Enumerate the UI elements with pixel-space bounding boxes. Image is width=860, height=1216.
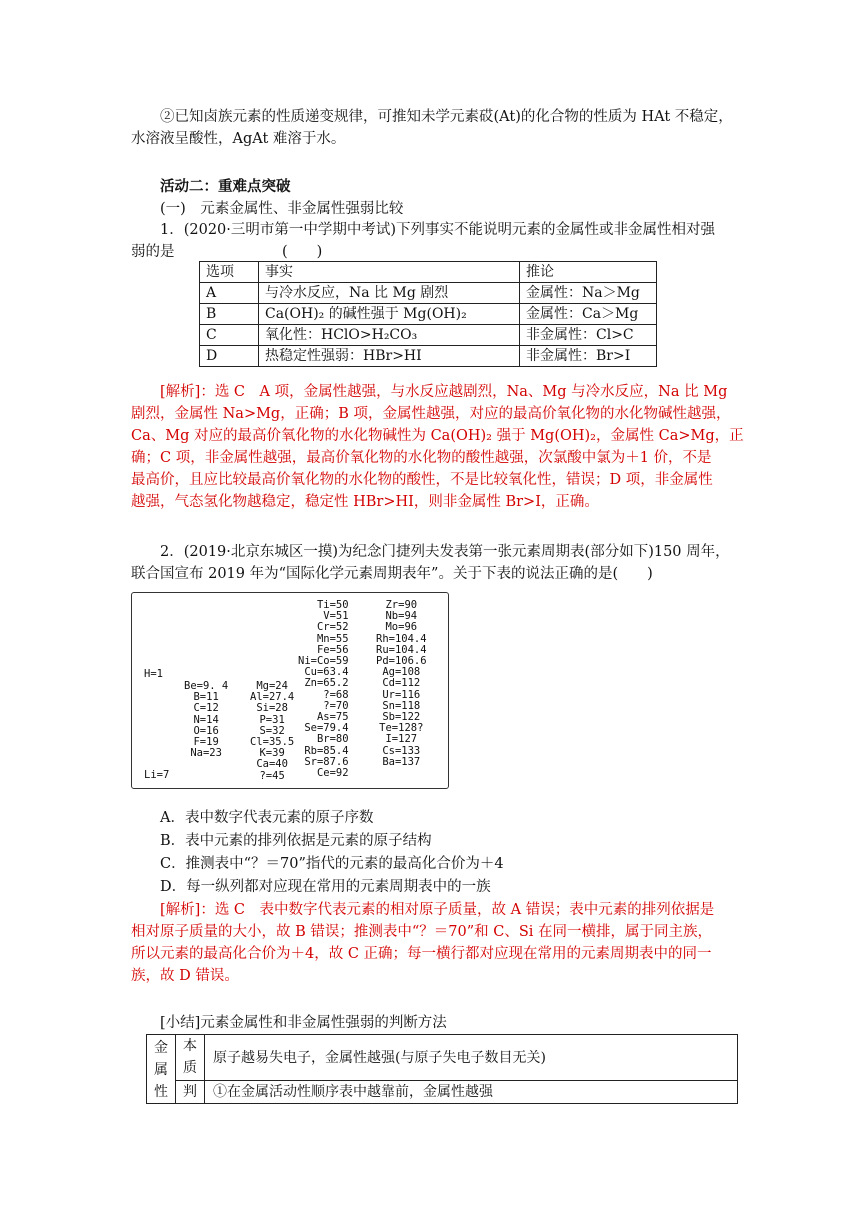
- element-entry: Ba=137: [382, 755, 421, 768]
- element-entry: Nb=94: [385, 610, 418, 623]
- table-header-cell: 选项: [200, 262, 259, 283]
- table-header-row: [200, 262, 657, 283]
- paragraph-line: ②已知卤族元素的性质递变规律，可推知未学元素砹(At)的化合物的性质为 HAt 不稳定，: [160, 109, 733, 125]
- option-d: D．每一纵列都对应现在常用的元素周期表中的一族: [160, 879, 491, 895]
- element-entry: Ce=92: [316, 767, 349, 780]
- element-entry: Al=27.4: [250, 691, 295, 704]
- option-c: C．推测表中“？＝70”指代的元素的最高化合价为＋4: [160, 856, 504, 872]
- table-row: [200, 325, 657, 346]
- element-entry: Pd=106.6: [376, 655, 427, 668]
- element-entry: Cu=63.4: [304, 666, 349, 679]
- element-entry: As=75: [316, 711, 349, 724]
- analysis-line: 剧烈，金属性 Na>Mg，正确；B 项，金属性越强，对应的最高价氧化物的水化物碱性越强，: [131, 406, 731, 422]
- table-row: [147, 1035, 738, 1081]
- table-cell: C: [200, 325, 259, 346]
- element-entry: [144, 747, 169, 758]
- table-cell: D: [200, 346, 259, 367]
- element-entry: ?=45: [259, 769, 285, 782]
- element-entry: Mn=55: [316, 632, 349, 645]
- element-entry: Br=80: [316, 733, 349, 746]
- analysis-line: [解析]：选 C 表中数字代表元素的相对原子质量，故 A 错误；表中元素的排列依据是: [160, 902, 715, 918]
- category-cell: 金属性: [147, 1035, 176, 1104]
- table-cell: 与冷水反应，Na 比 Mg 剧烈: [259, 283, 520, 304]
- element-entry: ?=68: [323, 688, 349, 701]
- table-row: [200, 304, 657, 325]
- element-entry: Rh=104.4: [376, 632, 427, 645]
- element-entry: Rb=85.4: [304, 744, 349, 757]
- subsection-title: (一) 元素金属性、非金属性强弱比较: [160, 201, 404, 217]
- element-entry: Fe=56: [316, 643, 349, 656]
- element-entry: Sr=87.6: [304, 755, 349, 768]
- analysis-line: 相对原子质量的大小，故 B 错误；推测表中“？＝70”和 C、Si 在同一横排，属于同主族，: [131, 924, 713, 940]
- element-entry: Mg=24: [256, 680, 288, 692]
- element-entry: N=14: [193, 713, 219, 726]
- section-title: 活动二：重难点突破: [160, 178, 291, 195]
- analysis-line: 最高价，且应比较最高价氧化物的水化物的酸性，不是比较氧化性，错误；D 项，非金属性: [131, 472, 713, 488]
- element-entry: Zr=90: [385, 599, 418, 611]
- element-entry: Cl=35.5: [250, 736, 295, 749]
- table-column: [376, 600, 427, 768]
- element-entry: Sb=122: [382, 711, 421, 724]
- analysis-line: 族，故 D 错误。: [131, 968, 239, 984]
- nature-text-cell: 原子越易失电子，金属性越强(与原子失电子数目无关): [205, 1035, 738, 1081]
- table-cell: A: [200, 283, 259, 304]
- element-entry: Cs=133: [382, 744, 421, 757]
- table-column: [144, 669, 169, 781]
- question-1-line: 1．(2020·三明市第一中学期中考试)下列事实不能说明元素的金属性或非金属性相对强: [160, 222, 716, 238]
- element-entry: C=12: [193, 702, 219, 715]
- element-entry: K=39: [259, 747, 285, 760]
- analysis-line: 确；C 项，非金属性越强，最高价氧化物的水化物的酸性越强，次氯酸中氯为＋1 价，不是: [131, 450, 712, 466]
- table-cell: 非金属性：Cl>C: [520, 325, 657, 346]
- summary-table: [146, 1034, 738, 1104]
- element-entry: S=32: [259, 724, 285, 737]
- element-entry: Be=9. 4: [184, 680, 229, 692]
- analysis-line: 所以元素的最高化合价为＋4，故 C 正确；每一横行都对应现在常用的元素周期表中的同一: [131, 946, 712, 962]
- mendeleev-table-figure: [131, 592, 449, 789]
- nature-label-cell: 本质: [176, 1035, 205, 1081]
- element-entry: Ca=40: [256, 758, 288, 771]
- element-entry: F=19: [193, 736, 219, 749]
- element-entry: ?=70: [323, 699, 349, 712]
- element-entry: Ti=50: [316, 599, 349, 611]
- question-1-table: [199, 261, 657, 367]
- element-entry: Na=23: [190, 747, 222, 760]
- table-header-cell: 事实: [259, 262, 520, 283]
- table-row: [200, 283, 657, 304]
- analysis-line: 越强，气态氢化物越稳定，稳定性 HBr>HI，则非金属性 Br>I，正确。: [131, 494, 599, 510]
- answer-paren: ( ): [282, 244, 323, 260]
- table-cell: 氧化性：HClO>H₂CO₃: [259, 325, 520, 346]
- table-cell: 金属性：Na＞Mg: [520, 283, 657, 304]
- option-b: B．表中元素的排列依据是元素的原子结构: [160, 833, 432, 849]
- element-entry: Ni=Co=59: [298, 655, 349, 668]
- element-entry: Mo=96: [385, 621, 418, 634]
- table-cell: 非金属性：Br>I: [520, 346, 657, 367]
- element-entry: Si=28: [256, 702, 288, 715]
- table-cell: Ca(OH)₂ 的碱性强于 Mg(OH)₂: [259, 304, 520, 325]
- table-cell: B: [200, 304, 259, 325]
- table-row: [200, 346, 657, 367]
- question-1-line: 弱的是: [131, 244, 175, 260]
- judge-text-cell: ①在金属活动性顺序表中越靠前，金属性越强: [205, 1080, 738, 1103]
- element-entry: Cr=52: [316, 621, 349, 634]
- table-cell: 金属性：Ca＞Mg: [520, 304, 657, 325]
- element-entry: Ur=116: [382, 688, 421, 701]
- judge-label-cell: 判: [176, 1080, 205, 1103]
- question-2-line: 2．(2019·北京东城区一摸)为纪念门捷列夫发表第一张元素周期表(部分如下)150 周年，: [160, 544, 730, 560]
- element-entry: Te=128?: [379, 722, 424, 735]
- element-entry: Ru=104.4: [376, 643, 427, 656]
- element-entry: I=127: [385, 733, 418, 746]
- element-entry: P=31: [259, 713, 285, 726]
- element-entry: O=16: [193, 724, 219, 737]
- table-cell: 热稳定性强弱：HBr>HI: [259, 346, 520, 367]
- option-a: A．表中数字代表元素的原子序数: [160, 810, 374, 826]
- table-row: [147, 1080, 738, 1103]
- question-2-line: 联合国宣布 2019 年为“国际化学元素周期表年”。关于下表的说法正确的是( ): [131, 566, 653, 582]
- element-entry: H=1: [144, 668, 163, 680]
- table-header-cell: 推论: [520, 262, 657, 283]
- element-entry: [144, 691, 169, 702]
- element-entry: Zn=65.2: [304, 677, 349, 690]
- element-entry: Cd=112: [382, 677, 421, 690]
- paragraph-line: 水溶液呈酸性，AgAt 难溶于水。: [131, 131, 346, 147]
- analysis-line: Ca、Mg 对应的最高价氧化物的水化物碱性为 Ca(OH)₂ 强于 Mg(OH)₂，金属性 Ca>Mg，正: [131, 428, 744, 444]
- element-entry: Ag=108: [382, 666, 421, 679]
- element-entry: Sn=118: [382, 699, 421, 712]
- element-entry: B=11: [193, 691, 219, 704]
- summary-title: [小结]元素金属性和非金属性强弱的判断方法: [160, 1015, 447, 1031]
- analysis-line: [解析]：选 C A 项，金属性越强，与水反应越剧烈，Na、Mg 与冷水反应，Na 比 Mg: [160, 384, 728, 400]
- element-entry: V=51: [323, 610, 349, 623]
- element-entry: Se=79.4: [304, 722, 349, 735]
- table-column: [250, 681, 294, 782]
- table-column: [184, 681, 228, 759]
- element-entry: Li=7: [144, 768, 170, 781]
- table-column: [298, 600, 349, 779]
